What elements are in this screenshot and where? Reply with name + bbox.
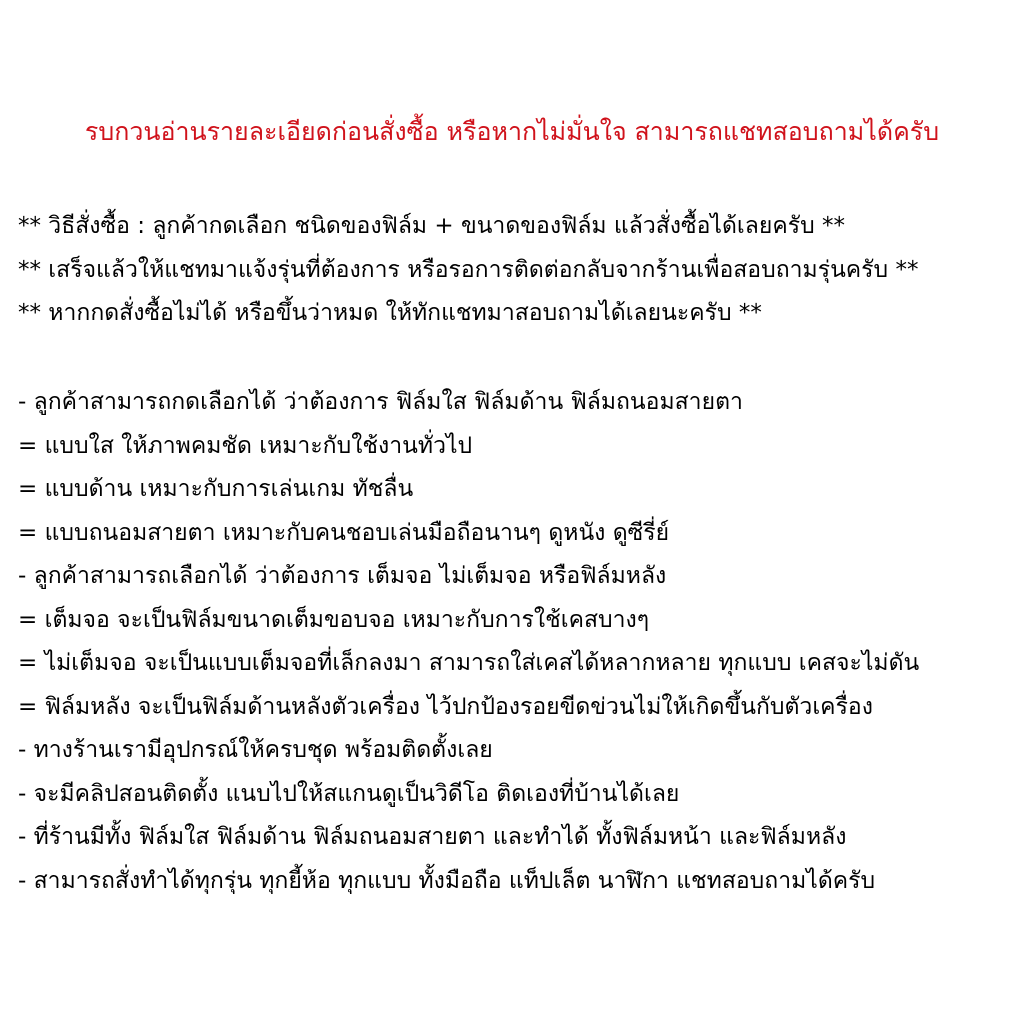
detail-line: = เต็มจอ จะเป็นฟิล์มขนาดเต็มขอบจอ เหมาะกับการใช้เคสบางๆ	[18, 606, 650, 633]
ordering-instructions	[18, 205, 1013, 336]
detail-line: - ทางร้านเรามีอุปกรณ์ให้ครบชุด พร้อมติดตั้งเลย	[18, 737, 493, 763]
product-details-list	[18, 381, 1013, 903]
detail-line: = ไม่เต็มจอ จะเป็นแบบเต็มจอที่เล็กลงมา สามารถใส่เคสได้หลากหลาย ทุกแบบ เคสจะไม่ดัน	[18, 650, 920, 676]
detail-line: - ลูกค้าสามารถเลือกได้ ว่าต้องการ เต็มจอ ไม่เต็มจอ หรือฟิล์มหลัง	[18, 563, 667, 589]
detail-line: - จะมีคลิปสอนติดตั้ง แนบไปให้สแกนดูเป็นวิดีโอ ติดเองที่บ้านได้เลย	[18, 780, 680, 807]
detail-line: - สามารถสั่งทำได้ทุกรุ่น ทุกยี้ห้อ ทุกแบบ ทั้งมือถือ แท็ปเล็ต นาฬิกา แชทสอบถามได้ครับ	[18, 867, 876, 894]
detail-line: - ที่ร้านมีทั้ง ฟิล์มใส ฟิล์มด้าน ฟิล์มถนอมสายตา และทำได้ ทั้งฟิล์มหน้า และฟิล์มหลัง	[18, 824, 847, 850]
headline-notice: รบกวนอ่านรายละเอียดก่อนสั่งซื้อ หรือหากไม่มั่นใจ สามารถแชทสอบถามได้ครับ	[84, 117, 940, 146]
detail-line: - ลูกค้าสามารถกดเลือกได้ ว่าต้องการ ฟิล์มใส ฟิล์มด้าน ฟิล์มถนอมสายตา	[18, 389, 743, 415]
instruction-line: ** วิธีสั่งซื้อ : ลูกค้ากดเลือก ชนิดของฟิล์ม + ขนาดของฟิล์ม แล้วสั่งซื้อได้เลยครับ **	[18, 213, 846, 239]
instruction-line: ** เสร็จแล้วให้แชทมาแจ้งรุ่นที่ต้องการ หรือรอการติดต่อกลับจากร้านเพื่อสอบถามรุ่นครับ **	[18, 256, 919, 283]
detail-line: = แบบถนอมสายตา เหมาะกับคนชอบเล่นมือถือนานๆ ดูหนัง ดูซีรี่ย์	[18, 519, 670, 546]
detail-line: = แบบด้าน เหมาะกับการเล่นเกม ทัชลื่น	[18, 476, 414, 502]
detail-line: = แบบใส ให้ภาพคมชัด เหมาะกับใช้งานทั่วไป	[18, 432, 473, 459]
detail-line: = ฟิล์มหลัง จะเป็นฟิล์มด้านหลังตัวเครื่อง ไว้ปกป้องรอยขีดข่วนไม่ให้เกิดขึ้นกับตัวเครื่อง	[18, 693, 873, 720]
instruction-line: ** หากกดสั่งซื้อไม่ได้ หรือขึ้นว่าหมด ให้ทักแชทมาสอบถามได้เลยนะครับ **	[18, 300, 762, 326]
